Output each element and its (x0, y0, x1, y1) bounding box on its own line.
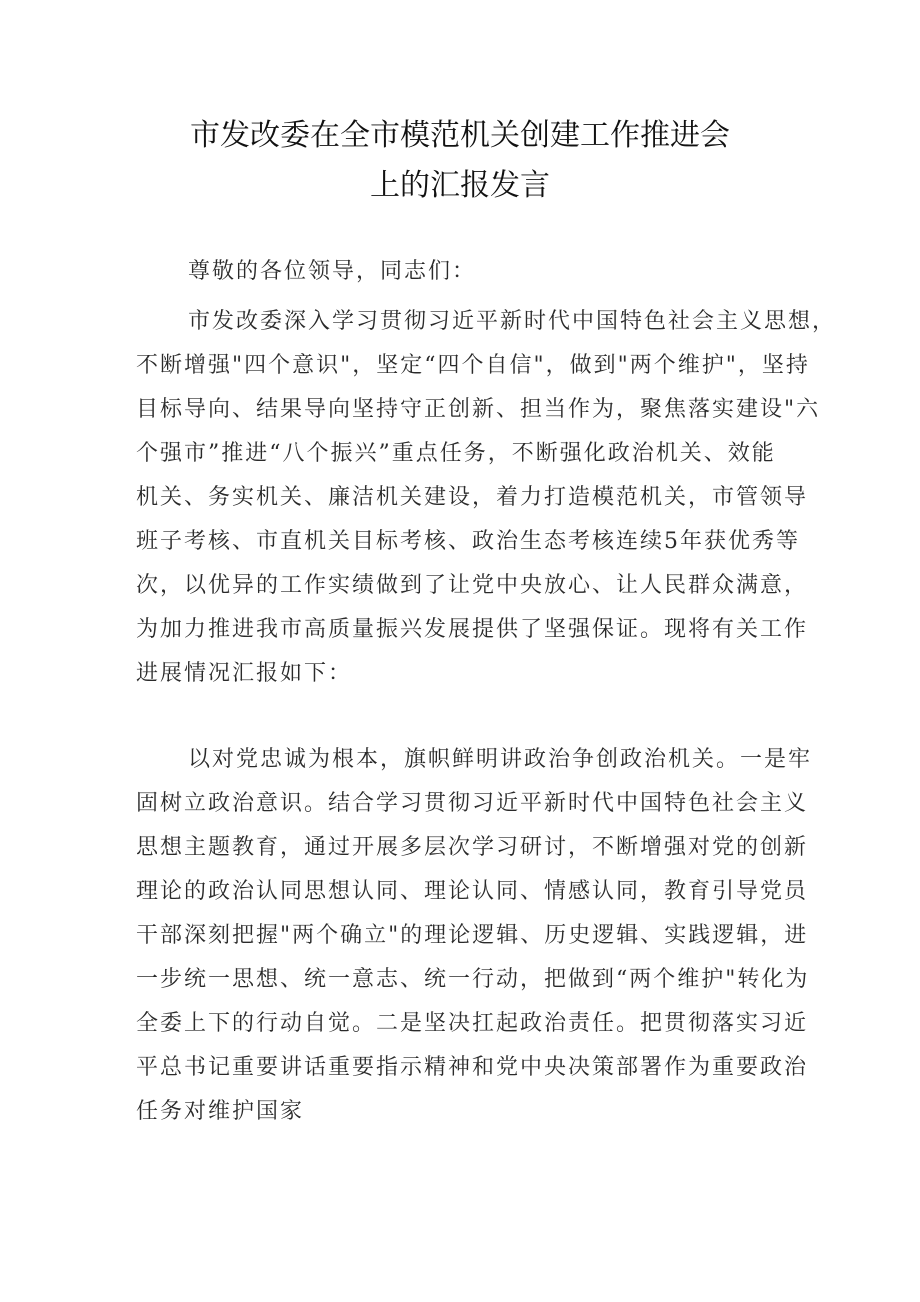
paragraph-2-line: 以对党忠诚为根本，旗帜鲜明讲政治争创政治机关。一是牢 (188, 747, 813, 772)
paragraph-1-line: 进展情况汇报如下： (136, 661, 353, 686)
paragraph-2 (136, 738, 813, 1134)
paragraph-1-line: 个强市”推进“八个振兴”重点任务，不断强化政治机关、效能 (136, 441, 776, 466)
paragraph-2-line: 全委上下的行动自觉。二是坚决扛起政治责任。把贯彻落实习近 (136, 1011, 809, 1036)
paragraph-1-line: 次，以优异的工作实绩做到了让党中央放心、让人民群众满意， (136, 573, 809, 598)
paragraph-1-line: 目标导向、结果导向坚持守正创新、担当作为，聚焦落实建设"六 (136, 397, 821, 422)
paragraph-2-line: 理论的政治认同思想认同、理论认同、情感认同，教育引导党员 (136, 879, 809, 904)
paragraph-1-line: 为加力推进我市高质量振兴发展提供了坚强保证。现将有关工作 (136, 617, 809, 642)
paragraph-2-line: 任务对维护国家 (136, 1099, 305, 1124)
document-title-line-1: 市发改委在全市模范机关创建工作推进会 (190, 118, 730, 153)
paragraph-2-line: 平总书记重要讲话重要指示精神和党中央决策部署作为重要政治 (136, 1055, 809, 1080)
paragraph-1-line: 机关、务实机关、廉洁机关建设，着力打造模范机关，市管领导 (136, 485, 809, 510)
salutation-text: 尊敬的各位领导，同志们： (188, 259, 477, 284)
salutation (136, 250, 796, 294)
paragraph-2-line: 一步统一思想、统一意志、统一行动，把做到“两个维护"转化为 (136, 967, 810, 992)
document-title-line-2: 上的汇报发言 (370, 168, 550, 203)
paragraph-1-line: 不断增强"四个意识"，坚定“四个自信"，做到"两个维护"，坚持 (136, 353, 810, 378)
paragraph-1-line: 班子考核、市直机关目标考核、政治生态考核连续5年获优秀等 (136, 529, 800, 554)
paragraph-1-line: 市发改委深入学习贯彻习近平新时代中国特色社会主义思想， (188, 309, 837, 334)
paragraph-1 (136, 300, 837, 696)
paragraph-2-line: 思想主题教育，通过开展多层次学习研讨，不断增强对党的创新 (136, 835, 809, 860)
paragraph-2-line: 固树立政治意识。结合学习贯彻习近平新时代中国特色社会主义 (136, 791, 809, 816)
paragraph-2-line: 干部深刻把握"两个确立"的理论逻辑、历史逻辑、实践逻辑，进 (136, 923, 809, 948)
